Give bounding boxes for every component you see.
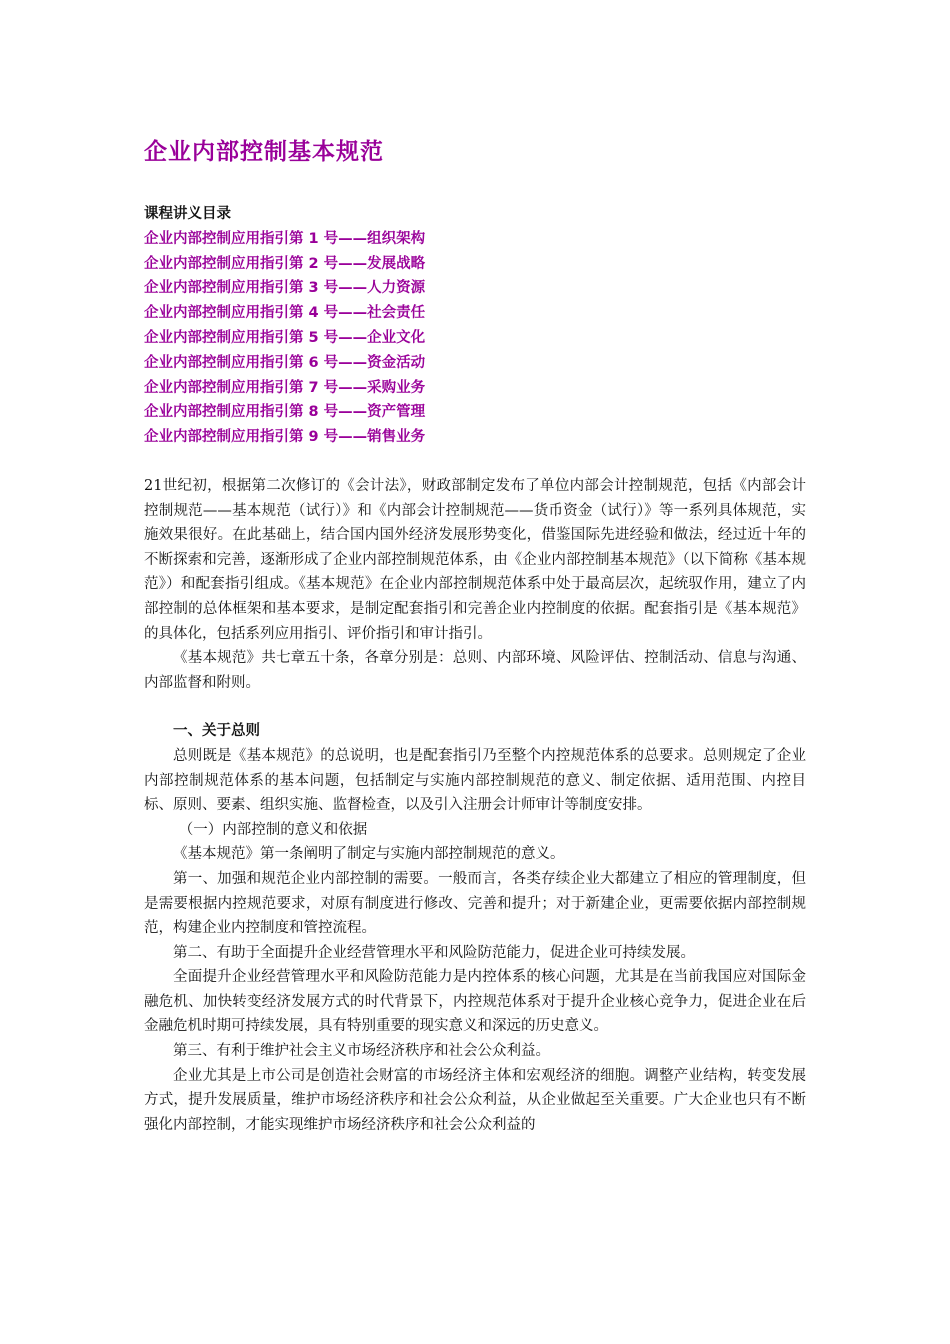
document-body	[144, 474, 806, 1137]
toc-link-guideline-2[interactable]: 企业内部控制应用指引第 2 号——发展战略	[144, 255, 426, 272]
section-heading-general-provisions: 一、关于总则	[173, 723, 260, 740]
section1-paragraph-2: 《基本规范》第一条阐明了制定与实施内部控制规范的意义。	[173, 846, 565, 863]
toc-heading: 课程讲义目录	[144, 206, 231, 222]
intro-paragraph-1: 21世纪初，根据第二次修订的《会计法》，财政部制定发布了单位内部会计控制规范，包括《内部会计控制规范——基本规范（试行）》和《内部会计控制规范——货币资金（试行）》等一系列具体规范，实施效果很好。在此基础上，结合国内国外经济发展形势变化，借鉴国际先进经验和做法，经过近十年的不断探索和完善，逐渐形成了企业内部控制规范体系，由《企业内部控制基本规范》（以下简称《基本规范》）和配套指引组成。《基本规范》在企业内部控制规范体系中处于最高层次，起统驭作用，建立了内部控制的总体框架和基本要求，是制定配套指引和完善企业内控制度的依据。配套指引是《基本规范》的具体化，包括系列应用指引、评价指引和审计指引。	[144, 478, 806, 642]
toc-list	[144, 227, 564, 450]
section1-paragraph-6: 第三、有利于维护社会主义市场经济秩序和社会公众利益。	[173, 1043, 550, 1060]
section1-paragraph-1: 总则既是《基本规范》的总说明，也是配套指引乃至整个内控规范体系的总要求。总则规定了企业内部控制规范体系的基本问题，包括制定与实施内部控制规范的意义、制定依据、适用范围、内控目标、原则、要素、组织实施、监督检查，以及引入注册会计师审计等制度安排。	[144, 747, 806, 814]
toc-link-guideline-1[interactable]: 企业内部控制应用指引第 1 号——组织架构	[144, 230, 426, 247]
subsection-heading-significance: （一）内部控制的意义和依据	[178, 821, 368, 838]
toc-link-guideline-7[interactable]: 企业内部控制应用指引第 7 号——采购业务	[144, 379, 426, 396]
toc-link-guideline-6[interactable]: 企业内部控制应用指引第 6 号——资金活动	[144, 354, 426, 371]
section1-paragraph-3: 第一、加强和规范企业内部控制的需要。一般而言，各类存续企业大都建立了相应的管理制度，但是需要根据内控规范要求，对原有制度进行修改、完善和提升；对于新建企业，更需要依据内部控制规范，构建企业内控制度和管控流程。	[144, 870, 806, 937]
toc-link-guideline-8[interactable]: 企业内部控制应用指引第 8 号——资产管理	[144, 404, 426, 421]
section1-paragraph-7: 企业尤其是上市公司是创造社会财富的市场经济主体和宏观经济的细胞。调整产业结构，转变发展方式，提升发展质量，维护市场经济秩序和社会公众利益，从企业做起至关重要。广大企业也只有不断强化内部控制，才能实现维护市场经济秩序和社会公众利益的	[144, 1067, 806, 1133]
section1-paragraph-4: 第二、有助于全面提升企业经营管理水平和风险防范能力，促进企业可持续发展。	[173, 944, 695, 961]
toc-link-guideline-9[interactable]: 企业内部控制应用指引第 9 号——销售业务	[144, 429, 426, 446]
intro-paragraph-2: 《基本规范》共七章五十条，各章分别是：总则、内部环境、风险评估、控制活动、信息与沟通、内部监督和附则。	[144, 650, 806, 691]
toc-link-guideline-4[interactable]: 企业内部控制应用指引第 4 号——社会责任	[144, 305, 426, 322]
toc-link-guideline-5[interactable]: 企业内部控制应用指引第 5 号——企业文化	[144, 329, 426, 346]
toc-link-guideline-3[interactable]: 企业内部控制应用指引第 3 号——人力资源	[144, 280, 426, 297]
section-spacer	[144, 695, 806, 719]
section1-paragraph-5: 全面提升企业经营管理水平和风险防范能力是内控体系的核心问题，尤其是在当前我国应对国际金融危机、加快转变经济发展方式的时代背景下，内控规范体系对于提升企业核心竞争力，促进企业在后金融危机时期可持续发展，具有特别重要的现实意义和深远的历史意义。	[144, 969, 806, 1035]
document-title: 企业内部控制基本规范	[144, 139, 384, 165]
table-of-contents	[144, 202, 564, 450]
